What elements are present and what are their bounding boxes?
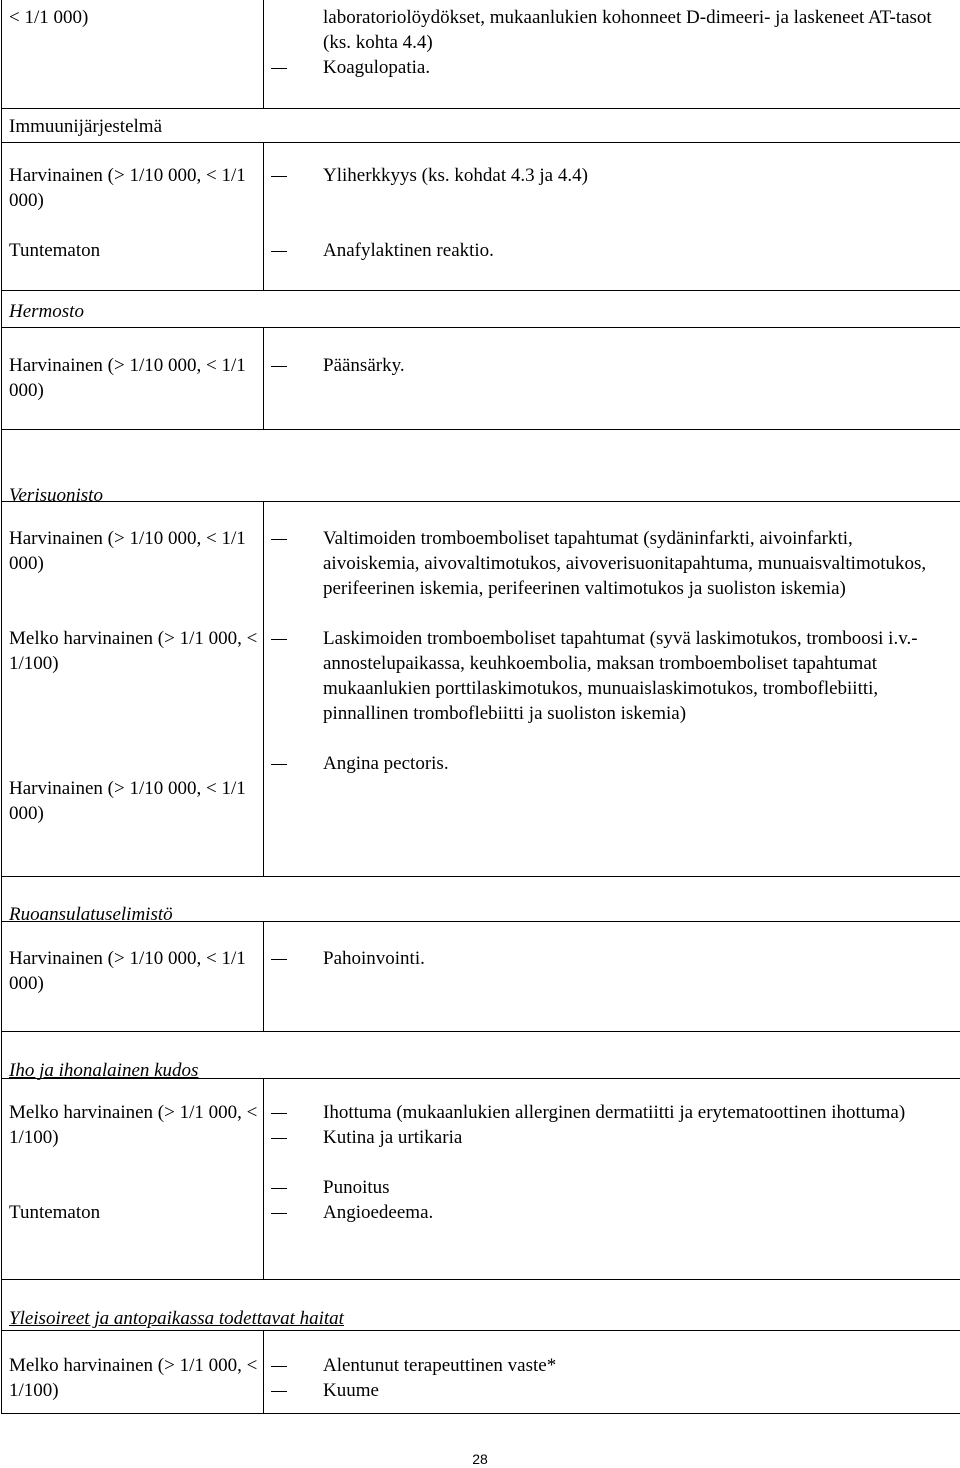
frequency-text: Melko harvinainen (> 1/1 000, < 1/100)	[9, 1102, 258, 1148]
section-header	[2, 877, 960, 925]
dash-bullet	[264, 1378, 323, 1403]
effect-item	[264, 626, 960, 726]
section-title: Verisuonisto	[9, 485, 103, 506]
section-header	[2, 1280, 960, 1331]
dash-bullet	[264, 1353, 323, 1378]
effect-text: Alentunut terapeuttinen vaste*	[323, 1355, 557, 1376]
dash-bullet	[264, 353, 323, 378]
frequency-cell	[2, 0, 264, 108]
table-row	[2, 1079, 960, 1280]
table-row	[2, 143, 960, 291]
section-header	[2, 109, 960, 143]
dash-bullet	[264, 163, 323, 188]
effect-item	[264, 1125, 960, 1150]
effect-text: Laskimoiden tromboemboliset tapahtumat (syvä laskimotukos, tromboosi i.v.-annostelupaikassa, keuhkoembolia, maksan tromboemboliset tapahtumat mukaanlukien porttilaskimotukos, munuaislaskimotukos, tromboflebiitti, pinnallinen tromboflebiitti ja suoliston iskemia)	[323, 628, 918, 724]
effects-cell	[264, 922, 960, 1031]
dash-bullet	[264, 526, 323, 601]
frequency-cell	[2, 328, 264, 429]
effect-text: Päänsärky.	[323, 355, 405, 376]
effect-text: Angioedeema.	[323, 1202, 434, 1223]
dash-bullet	[264, 238, 323, 263]
effect-text: Kutina ja urtikaria	[323, 1127, 463, 1148]
effect-item	[264, 1200, 960, 1225]
effect-text: Anafylaktinen reaktio.	[323, 240, 494, 261]
dash-bullet	[264, 1200, 323, 1225]
section-header	[2, 430, 960, 506]
effect-text: Yliherkkyys (ks. kohdat 4.3 ja 4.4)	[323, 165, 588, 186]
effect-text: Pahoinvointi.	[323, 948, 425, 969]
frequency-text: Harvinainen (> 1/10 000, < 1/1 000)	[9, 948, 246, 994]
effect-item	[264, 55, 960, 80]
effect-text: Kuume	[323, 1380, 379, 1401]
frequency-cell	[2, 1331, 264, 1413]
frequency-text: Tuntematon	[9, 1202, 101, 1223]
frequency-text: Tuntematon	[9, 240, 101, 261]
effect-text: Valtimoiden tromboemboliset tapahtumat (sydäninfarkti, aivoinfarkti, aivoiskemia, aivovaltimotukos, aivoverisuonitapahtuma, munuaisvaltimotukos, perifeerinen iskemia, perifeerinen valtimotukos ja suoliston iskemia)	[323, 528, 927, 599]
table-row	[2, 502, 960, 877]
section-title: Iho ja ihonalainen kudos	[9, 1060, 199, 1081]
effect-item	[264, 163, 960, 188]
dash-bullet	[264, 1100, 323, 1125]
effect-item	[264, 1378, 960, 1403]
dash-bullet	[264, 946, 323, 971]
frequency-text: Melko harvinainen (> 1/1 000, < 1/100)	[9, 1355, 258, 1401]
dash-bullet	[264, 55, 323, 80]
effect-item	[264, 1175, 960, 1200]
frequency-text: Harvinainen (> 1/10 000, < 1/1 000)	[9, 355, 246, 401]
table-row	[2, 328, 960, 430]
effect-text: Ihottuma (mukaanlukien allerginen dermatiitti ja erytematoottinen ihottuma)	[323, 1102, 906, 1123]
effect-item	[264, 946, 960, 971]
section-title: Immuunijärjestelmä	[9, 116, 163, 137]
section-title: Hermosto	[9, 301, 84, 322]
section-title: Ruoansulatuselimistö	[9, 904, 173, 925]
effect-text: Punoitus	[323, 1177, 390, 1198]
dash-bullet	[264, 1125, 323, 1150]
effect-continuation-text: laboratoriolöydökset, mukaanlukien kohonneet D-dimeeri- ja laskeneet AT-tasot (ks. kohta 4.4)	[323, 7, 932, 53]
table-row	[2, 0, 960, 109]
table-row	[2, 1331, 960, 1414]
page-number: 28	[472, 1451, 488, 1467]
effect-item	[264, 751, 960, 776]
frequency-cell	[2, 143, 264, 290]
frequency-text: Melko harvinainen (> 1/1 000, < 1/100)	[9, 628, 258, 674]
adverse-effects-table	[1, 0, 960, 1414]
dash-bullet	[264, 1175, 323, 1200]
frequency-text: Harvinainen (> 1/10 000, < 1/1 000)	[9, 528, 246, 574]
effect-text: Koagulopatia.	[323, 57, 431, 78]
section-header	[2, 291, 960, 328]
table-row	[2, 922, 960, 1032]
frequency-text: Harvinainen (> 1/10 000, < 1/1 000)	[9, 165, 246, 211]
frequency-text: Harvinainen (> 1/10 000, < 1/1 000)	[9, 778, 246, 824]
effects-cell	[264, 1331, 960, 1413]
effect-text: Angina pectoris.	[323, 753, 449, 774]
effects-cell	[264, 328, 960, 429]
dash-bullet	[264, 626, 323, 726]
frequency-cell	[2, 1079, 264, 1279]
effect-item	[264, 1100, 960, 1125]
effect-item	[264, 238, 960, 263]
effects-cell	[264, 1079, 960, 1279]
dash-bullet	[264, 751, 323, 776]
effect-item	[264, 1353, 960, 1378]
section-header	[2, 1032, 960, 1079]
effects-cell	[264, 143, 960, 290]
section-title: Yleisoireet ja antopaikassa todettavat haitat	[9, 1308, 344, 1329]
frequency-cell	[2, 502, 264, 876]
effect-item	[264, 526, 960, 601]
effects-cell	[264, 502, 960, 876]
frequency-cell	[2, 922, 264, 1031]
frequency-text: < 1/1 000)	[9, 7, 89, 28]
effects-cell	[264, 0, 960, 108]
effect-item	[264, 353, 960, 378]
